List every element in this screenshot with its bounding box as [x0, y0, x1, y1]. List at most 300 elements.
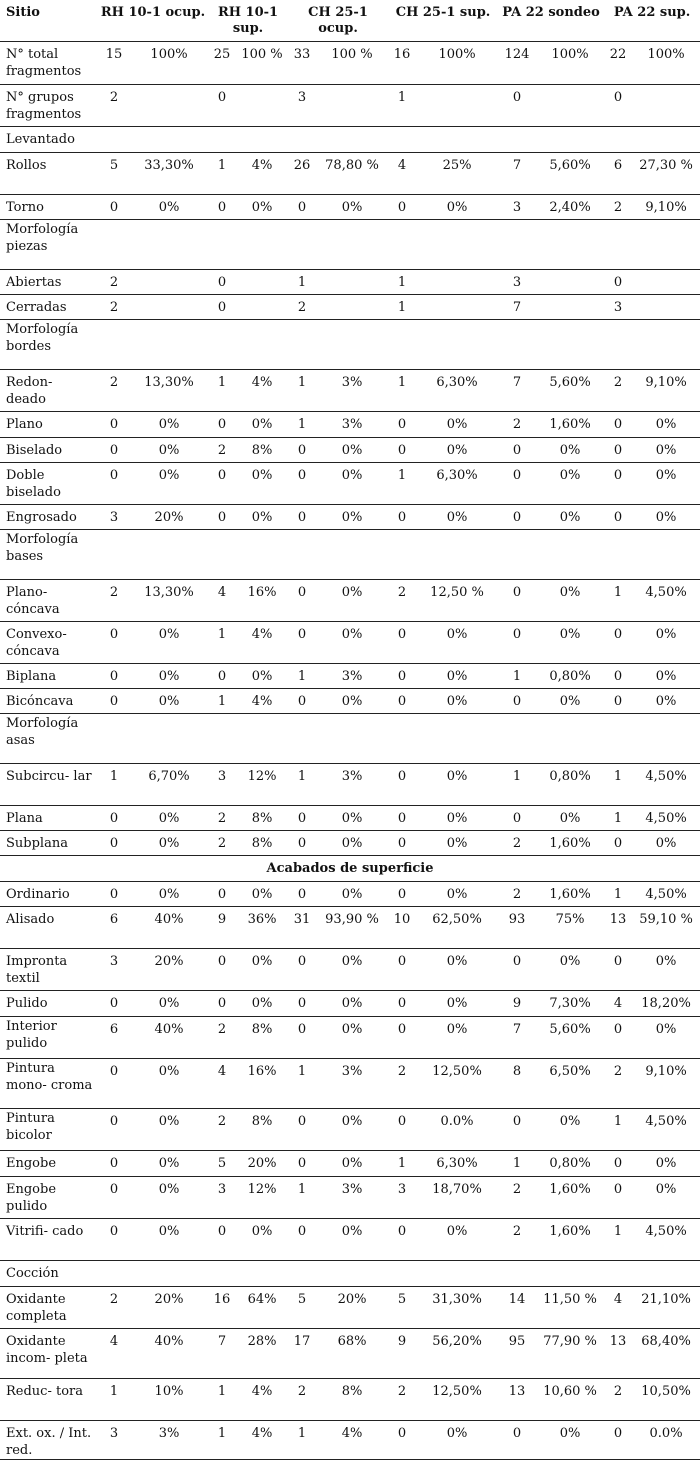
- row-label: Plano- cóncava: [0, 579, 98, 621]
- percent-cell: [632, 84, 700, 126]
- count-cell: [388, 219, 416, 269]
- count-cell: 0: [208, 84, 236, 126]
- percent-cell: 31,30%: [416, 1286, 498, 1328]
- table-row: [0, 1150, 700, 1176]
- percent-cell: 0%: [416, 763, 498, 805]
- count-cell: 1: [604, 805, 632, 830]
- count-cell: 0: [98, 411, 130, 437]
- count-cell: 0: [98, 688, 130, 713]
- count-cell: 5: [388, 1286, 416, 1328]
- count-cell: 2: [604, 1058, 632, 1108]
- count-cell: 0: [288, 579, 316, 621]
- row-label: Cocción: [0, 1260, 98, 1286]
- percent-cell: 6,30%: [416, 369, 498, 411]
- count-cell: 3: [98, 504, 130, 529]
- count-cell: 1: [498, 663, 536, 688]
- percent-cell: 5,60%: [536, 369, 604, 411]
- count-cell: 0: [98, 1218, 130, 1260]
- percent-cell: [416, 294, 498, 319]
- count-cell: [98, 219, 130, 269]
- percent-cell: 0%: [130, 194, 208, 219]
- count-cell: 1: [498, 763, 536, 805]
- row-label: Subcircu- lar: [0, 763, 98, 805]
- percent-cell: 9,10%: [632, 194, 700, 219]
- percent-cell: 10,50%: [632, 1378, 700, 1420]
- count-cell: 1: [604, 1108, 632, 1150]
- percent-cell: 0%: [316, 1108, 388, 1150]
- count-cell: 0: [388, 948, 416, 990]
- table-row: [0, 369, 700, 411]
- count-cell: 2: [98, 294, 130, 319]
- row-label: Subplana: [0, 830, 98, 855]
- percent-cell: 0%: [316, 948, 388, 990]
- table-row: [0, 1108, 700, 1150]
- count-cell: 4: [208, 1058, 236, 1108]
- row-label: Pintura bicolor: [0, 1108, 98, 1150]
- count-cell: 1: [388, 462, 416, 504]
- count-cell: 0: [604, 688, 632, 713]
- percent-cell: 0%: [632, 462, 700, 504]
- percent-cell: 8%: [236, 1108, 288, 1150]
- percent-cell: [416, 219, 498, 269]
- percent-cell: 100%: [536, 41, 604, 84]
- percent-cell: [130, 269, 208, 294]
- percent-cell: 0%: [416, 663, 498, 688]
- count-cell: 25: [208, 41, 236, 84]
- percent-cell: [316, 219, 388, 269]
- count-cell: 7: [208, 1328, 236, 1378]
- count-cell: 0: [498, 84, 536, 126]
- percent-cell: 0%: [536, 1108, 604, 1150]
- percent-cell: [236, 126, 288, 152]
- count-cell: [604, 713, 632, 763]
- percent-cell: 0%: [536, 621, 604, 663]
- count-cell: 14: [498, 1286, 536, 1328]
- count-cell: 0: [288, 1016, 316, 1058]
- percent-cell: [536, 269, 604, 294]
- count-cell: 4: [208, 579, 236, 621]
- percent-cell: 4%: [236, 688, 288, 713]
- percent-cell: 0%: [130, 688, 208, 713]
- count-cell: [498, 713, 536, 763]
- percent-cell: 0%: [632, 411, 700, 437]
- count-cell: 0: [388, 1016, 416, 1058]
- percent-cell: 0%: [536, 579, 604, 621]
- count-cell: 31: [288, 906, 316, 948]
- percent-cell: 0%: [236, 948, 288, 990]
- percent-cell: 78,80 %: [316, 152, 388, 194]
- percent-cell: 25%: [416, 152, 498, 194]
- percent-cell: [130, 1260, 208, 1286]
- percent-cell: 0%: [316, 1218, 388, 1260]
- percent-cell: [536, 126, 604, 152]
- count-cell: 1: [604, 763, 632, 805]
- row-label: Convexo- cóncava: [0, 621, 98, 663]
- percent-cell: [130, 529, 208, 579]
- percent-cell: 40%: [130, 1328, 208, 1378]
- percent-cell: 16%: [236, 1058, 288, 1108]
- percent-cell: 0%: [536, 805, 604, 830]
- table-row: [0, 579, 700, 621]
- count-cell: 0: [388, 805, 416, 830]
- percent-cell: 0%: [316, 579, 388, 621]
- count-cell: 2: [388, 1058, 416, 1108]
- table-row: [0, 41, 700, 84]
- percent-cell: 0%: [316, 437, 388, 462]
- percent-cell: 0%: [316, 830, 388, 855]
- count-cell: 3: [388, 1176, 416, 1218]
- count-cell: 0: [498, 504, 536, 529]
- count-cell: 7: [498, 1016, 536, 1058]
- table-row: [0, 462, 700, 504]
- count-cell: 7: [498, 152, 536, 194]
- percent-cell: [536, 1260, 604, 1286]
- count-cell: 3: [98, 1420, 130, 1459]
- percent-cell: 0%: [130, 621, 208, 663]
- table-row: [0, 1218, 700, 1260]
- count-cell: 0: [98, 1058, 130, 1108]
- count-cell: [98, 126, 130, 152]
- count-cell: 7: [498, 294, 536, 319]
- count-cell: 0: [208, 1218, 236, 1260]
- percent-cell: 16%: [236, 579, 288, 621]
- row-label: Oxidante completa: [0, 1286, 98, 1328]
- percent-cell: 5,60%: [536, 152, 604, 194]
- percent-cell: 0%: [416, 688, 498, 713]
- percent-cell: 21,10%: [632, 1286, 700, 1328]
- percent-cell: 93,90 %: [316, 906, 388, 948]
- count-cell: 2: [98, 269, 130, 294]
- percent-cell: 4%: [316, 1420, 388, 1459]
- percent-cell: 0%: [416, 1420, 498, 1459]
- percent-cell: 0%: [130, 462, 208, 504]
- percent-cell: [236, 713, 288, 763]
- percent-cell: 0%: [416, 990, 498, 1016]
- count-cell: 124: [498, 41, 536, 84]
- percent-cell: [416, 319, 498, 369]
- count-cell: 1: [208, 369, 236, 411]
- percent-cell: [536, 529, 604, 579]
- percent-cell: [236, 219, 288, 269]
- count-cell: 0: [288, 688, 316, 713]
- percent-cell: [316, 1260, 388, 1286]
- percent-cell: [236, 529, 288, 579]
- percent-cell: 0%: [316, 462, 388, 504]
- percent-cell: 3%: [130, 1420, 208, 1459]
- count-cell: 4: [388, 152, 416, 194]
- percent-cell: 0%: [316, 688, 388, 713]
- count-cell: 1: [388, 269, 416, 294]
- percent-cell: 18,70%: [416, 1176, 498, 1218]
- count-cell: 8: [498, 1058, 536, 1108]
- percent-cell: [236, 319, 288, 369]
- percent-cell: 0,80%: [536, 763, 604, 805]
- count-cell: 0: [98, 194, 130, 219]
- percent-cell: 0%: [416, 805, 498, 830]
- table-row: [0, 830, 700, 855]
- percent-cell: [416, 1260, 498, 1286]
- count-cell: 0: [388, 1218, 416, 1260]
- percent-cell: 0%: [316, 881, 388, 906]
- count-cell: 0: [98, 1150, 130, 1176]
- count-cell: 0: [388, 621, 416, 663]
- percent-cell: [130, 319, 208, 369]
- count-cell: 0: [388, 688, 416, 713]
- count-cell: 6: [604, 152, 632, 194]
- count-cell: 0: [98, 805, 130, 830]
- table-row: [0, 688, 700, 713]
- count-cell: 0: [388, 1108, 416, 1150]
- count-cell: 33: [288, 41, 316, 84]
- percent-cell: 0%: [416, 1218, 498, 1260]
- table-row: [0, 713, 700, 763]
- percent-cell: 20%: [130, 504, 208, 529]
- count-cell: 0: [498, 1420, 536, 1459]
- percent-cell: 0%: [536, 462, 604, 504]
- count-cell: 2: [98, 579, 130, 621]
- count-cell: 0: [98, 462, 130, 504]
- count-cell: 0: [288, 1218, 316, 1260]
- count-cell: 2: [388, 1378, 416, 1420]
- count-cell: 1: [288, 1176, 316, 1218]
- count-cell: 0: [288, 1150, 316, 1176]
- percent-cell: 0%: [416, 948, 498, 990]
- count-cell: 0: [98, 881, 130, 906]
- percent-cell: [316, 713, 388, 763]
- count-cell: 0: [604, 621, 632, 663]
- count-cell: [208, 1260, 236, 1286]
- count-cell: 2: [288, 294, 316, 319]
- percent-cell: 8%: [236, 805, 288, 830]
- percent-cell: 77,90 %: [536, 1328, 604, 1378]
- percent-cell: 36%: [236, 906, 288, 948]
- table-row: [0, 1286, 700, 1328]
- count-cell: 6: [98, 1016, 130, 1058]
- count-cell: 0: [98, 990, 130, 1016]
- percent-cell: 0%: [130, 437, 208, 462]
- count-cell: 0: [604, 411, 632, 437]
- count-cell: [498, 529, 536, 579]
- row-label: Biplana: [0, 663, 98, 688]
- percent-cell: 33,30%: [130, 152, 208, 194]
- percent-cell: 27,30 %: [632, 152, 700, 194]
- count-cell: 0: [288, 437, 316, 462]
- row-label: Impronta textil: [0, 948, 98, 990]
- count-cell: 3: [604, 294, 632, 319]
- count-cell: 1: [288, 663, 316, 688]
- count-cell: 3: [498, 194, 536, 219]
- row-label: Abiertas: [0, 269, 98, 294]
- count-cell: 2: [498, 1176, 536, 1218]
- table-row: [0, 194, 700, 219]
- count-cell: 0: [604, 1150, 632, 1176]
- percent-cell: 13,30%: [130, 579, 208, 621]
- percent-cell: [536, 319, 604, 369]
- count-cell: 0: [388, 990, 416, 1016]
- row-label: Vitrifi- cado: [0, 1218, 98, 1260]
- percent-cell: 3%: [316, 411, 388, 437]
- percent-cell: 0%: [130, 1218, 208, 1260]
- percent-cell: [416, 84, 498, 126]
- percent-cell: 0%: [316, 194, 388, 219]
- count-cell: [208, 126, 236, 152]
- row-label: Pulido: [0, 990, 98, 1016]
- percent-cell: 1,60%: [536, 1218, 604, 1260]
- row-label: Biselado: [0, 437, 98, 462]
- count-cell: 26: [288, 152, 316, 194]
- count-cell: 0: [208, 194, 236, 219]
- percent-cell: 62,50%: [416, 906, 498, 948]
- table-row: [0, 411, 700, 437]
- count-cell: 5: [98, 152, 130, 194]
- count-cell: 0: [498, 805, 536, 830]
- percent-cell: 40%: [130, 1016, 208, 1058]
- percent-cell: [316, 269, 388, 294]
- table-row: [0, 1260, 700, 1286]
- row-label: Morfología bases: [0, 529, 98, 579]
- percent-cell: 2,40%: [536, 194, 604, 219]
- percent-cell: 4,50%: [632, 1108, 700, 1150]
- count-cell: 1: [388, 84, 416, 126]
- table-row: [0, 437, 700, 462]
- count-cell: 2: [498, 1218, 536, 1260]
- percent-cell: 64%: [236, 1286, 288, 1328]
- percent-cell: 0%: [416, 881, 498, 906]
- count-cell: [288, 319, 316, 369]
- percent-cell: 0%: [416, 621, 498, 663]
- percent-cell: 0%: [316, 621, 388, 663]
- count-cell: 15: [98, 41, 130, 84]
- percent-cell: 0%: [536, 688, 604, 713]
- count-cell: [208, 713, 236, 763]
- percent-cell: 1,60%: [536, 881, 604, 906]
- count-cell: 0: [498, 462, 536, 504]
- count-cell: 0: [288, 881, 316, 906]
- count-cell: 0: [604, 269, 632, 294]
- count-cell: [388, 126, 416, 152]
- count-cell: [604, 319, 632, 369]
- row-label: N° grupos fragmentos: [0, 84, 98, 126]
- count-cell: 0: [388, 763, 416, 805]
- count-cell: 0: [498, 948, 536, 990]
- percent-cell: 0%: [236, 194, 288, 219]
- count-cell: 0: [288, 194, 316, 219]
- row-label: Engrosado: [0, 504, 98, 529]
- row-label: Morfología asas: [0, 713, 98, 763]
- table-row: [0, 763, 700, 805]
- count-cell: [208, 319, 236, 369]
- count-cell: 0: [98, 830, 130, 855]
- percent-cell: [536, 294, 604, 319]
- percent-cell: [130, 126, 208, 152]
- percent-cell: [130, 713, 208, 763]
- percent-cell: 0%: [632, 688, 700, 713]
- count-cell: 0: [208, 462, 236, 504]
- percent-cell: 8%: [316, 1378, 388, 1420]
- percent-cell: 0%: [130, 990, 208, 1016]
- row-label: Oxidante incom- pleta: [0, 1328, 98, 1378]
- count-cell: 1: [498, 1150, 536, 1176]
- percent-cell: 0%: [316, 1016, 388, 1058]
- count-cell: 3: [498, 269, 536, 294]
- count-cell: 0: [498, 688, 536, 713]
- percent-cell: 0%: [130, 663, 208, 688]
- row-label: Pintura mono- croma: [0, 1058, 98, 1108]
- header-row: [0, 0, 700, 41]
- percent-cell: 4,50%: [632, 763, 700, 805]
- percent-cell: 75%: [536, 906, 604, 948]
- row-label: Ext. ox. / Int. red.: [0, 1420, 98, 1459]
- count-cell: 5: [288, 1286, 316, 1328]
- count-cell: 0: [604, 1420, 632, 1459]
- count-cell: 1: [604, 881, 632, 906]
- count-cell: 0: [388, 504, 416, 529]
- count-cell: 0: [498, 621, 536, 663]
- percent-cell: 28%: [236, 1328, 288, 1378]
- percent-cell: 0%: [536, 1420, 604, 1459]
- row-label: Plana: [0, 805, 98, 830]
- row-label: N° total fragmentos: [0, 41, 98, 84]
- count-cell: 1: [388, 369, 416, 411]
- row-label: Cerradas: [0, 294, 98, 319]
- table-row: [0, 84, 700, 126]
- percent-cell: 4,50%: [632, 805, 700, 830]
- percent-cell: 12,50%: [416, 1058, 498, 1108]
- count-cell: 0: [388, 881, 416, 906]
- row-label: Plano: [0, 411, 98, 437]
- percent-cell: 4,50%: [632, 881, 700, 906]
- percent-cell: 4,50%: [632, 1218, 700, 1260]
- count-cell: 2: [388, 579, 416, 621]
- percent-cell: [632, 269, 700, 294]
- percent-cell: 4%: [236, 1420, 288, 1459]
- percent-cell: [316, 294, 388, 319]
- percent-cell: 0%: [632, 437, 700, 462]
- percent-cell: 1,60%: [536, 411, 604, 437]
- percent-cell: 68%: [316, 1328, 388, 1378]
- percent-cell: 0%: [236, 881, 288, 906]
- count-cell: 0: [604, 1016, 632, 1058]
- row-label: Engobe: [0, 1150, 98, 1176]
- count-cell: 0: [604, 663, 632, 688]
- percent-cell: [536, 84, 604, 126]
- count-cell: 3: [98, 948, 130, 990]
- percent-cell: [416, 529, 498, 579]
- count-cell: 1: [98, 763, 130, 805]
- table-row: [0, 126, 700, 152]
- count-cell: [208, 219, 236, 269]
- percent-cell: 12%: [236, 1176, 288, 1218]
- header-pa-22-sondeo: PA 22 sondeo: [498, 0, 604, 41]
- percent-cell: 20%: [316, 1286, 388, 1328]
- count-cell: [98, 713, 130, 763]
- count-cell: [208, 529, 236, 579]
- percent-cell: [416, 713, 498, 763]
- count-cell: 10: [388, 906, 416, 948]
- percent-cell: 6,50%: [536, 1058, 604, 1108]
- count-cell: 0: [498, 437, 536, 462]
- percent-cell: 20%: [130, 948, 208, 990]
- percent-cell: 0%: [632, 1176, 700, 1218]
- count-cell: 13: [604, 1328, 632, 1378]
- count-cell: [288, 126, 316, 152]
- count-cell: 2: [604, 369, 632, 411]
- percent-cell: 20%: [130, 1286, 208, 1328]
- count-cell: 93: [498, 906, 536, 948]
- count-cell: 0: [388, 411, 416, 437]
- table-row: [0, 906, 700, 948]
- row-label: Engobe pulido: [0, 1176, 98, 1218]
